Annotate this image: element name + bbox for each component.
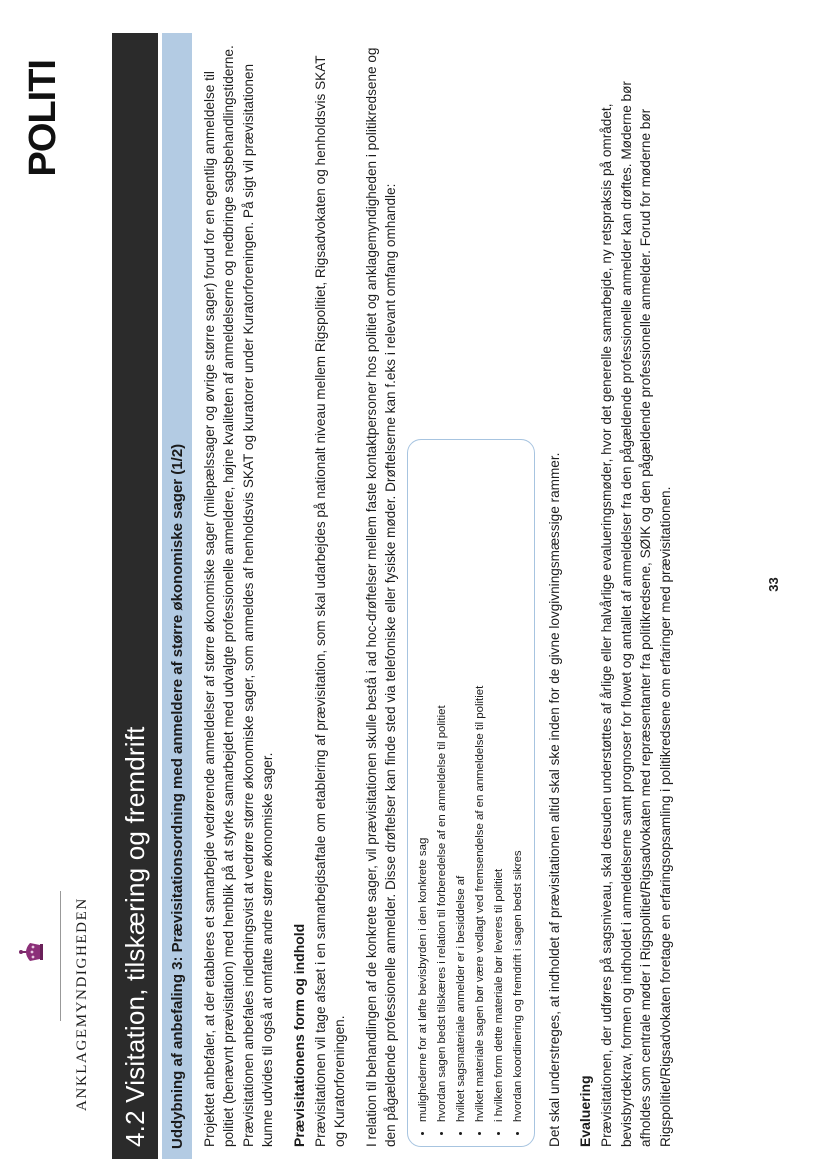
list-item: • i hvilken form dette materiale bør leveres til politiet [490, 450, 509, 1122]
anklagemyndigheden-logo [18, 801, 98, 1131]
crown-icon [18, 941, 46, 963]
form-paragraph: Prævisitationen vil tage afsæt i en samarbejdsaftale om etablering af prævisitation, som skal udarbejdes på nationalt niveau mellem Rigspolitiet, Rigsadvokaten og henholdsvis SKAT og Kuratorforeningen. [313, 55, 348, 1147]
title-bar [112, 33, 158, 1159]
discussion-topics-list [414, 450, 528, 1140]
page-title: 4.2 Visitation, tilskæring og fremdrift [119, 726, 150, 1147]
content-body [200, 37, 687, 1147]
subtitle-bar [162, 33, 192, 1159]
politi-logo: POLITI [22, 60, 64, 177]
evaluation-paragraph: Prævisitationen, der udføres på sagsniveau, skal desuden understøttes af årlige eller halvårlige evalueringsmøder, hvor det generelle samarbejde, ny retspraksis på området, bevisbyrdekrav, formen og indholdet i anmeldelserne samt prognoser for flowet og antallet af anmeldelser fra den pågældende professionelle anmelder kan drøftes. Møderne bør afholdes som centrale møder i Rigspolitiet/Rigsadvokaten med repræsentanter fra politikredsene, SØIK og den pågældende professionelle anmelder. Forud for møderne bør Rigspolitiet/Rigsadvokaten foretage en erfaringsopsamling i politikredsene om erfaringer med prævisitationen. [599, 81, 673, 1147]
list-item: • hvordan koordinering og fremdrift i sagen bedst sikres [509, 450, 528, 1122]
page-subtitle: Uddybning af anbefaling 3: Prævisitationsordning med anmeldere af større økonomiske sager (1/2) [168, 443, 186, 1149]
page-number: 33 [766, 577, 781, 592]
evaluation-heading: Evaluering [577, 1075, 594, 1147]
form-heading: Prævisitationens form og indhold [290, 923, 307, 1147]
list-item: • hvilket materiale sagen bør være vedlagt ved fremsendelse af en anmeldelse til politiet [471, 450, 490, 1122]
list-item: • mulighederne for at løfte bevisbyrden i den konkrete sag [414, 450, 433, 1122]
list-item: • hvordan sagen bedst tilskæres i relation til forberedelse af en anmeldelse til politiet [433, 450, 452, 1122]
discussion-topics-box [407, 439, 535, 1147]
org-name: ANKLAGEMYNDIGHEDEN [74, 897, 90, 1111]
intro-paragraph: Projektet anbefaler, at der etableres et samarbejde vedrørende anmeldelser af større økonomiske sager (milepælssager og øvrige større sager) forud for en egentlig anmeldelse til politiet (benævnt prævisitation) med henblik på at styrke samarbejdet med udvalgte professionelle anmeldere, højne kvaliteten af anmeldelserne og nedbringe sagsbehandlingstiderne. Prævisitationen anbefales indledningsvist at vedrøre større økonomiske sager, som anmeldes af henholdsvis SKAT og kuratorer under Kuratorforeningen. På sigt vil prævisitationen kunne udvides til også at omfatte andre større økonomiske sager. [202, 45, 276, 1147]
list-item: • hvilket sagsmateriale anmelder er i besiddelse af [452, 450, 471, 1122]
relation-paragraph: I relation til behandlingen af de konkrete sager, vil prævisitationen skulle bestå i ad hoc-drøftelser mellem faste kontaktpersoner hos politiet og anklagemyndigheden i politikredsene og den pågældende professionelle anmelder. Disse drøftelser kan finde sted via telefoniske eller fysiske møder. Drøftelserne kan f.eks i relevant omfang omhandle: [363, 47, 399, 1147]
emphasis-paragraph: Det skal understreges, at indholdet af prævisitationen altid skal ske inden for de givne lovgivningsmæssige rammer. [546, 452, 562, 1147]
logo-divider [60, 891, 61, 1021]
